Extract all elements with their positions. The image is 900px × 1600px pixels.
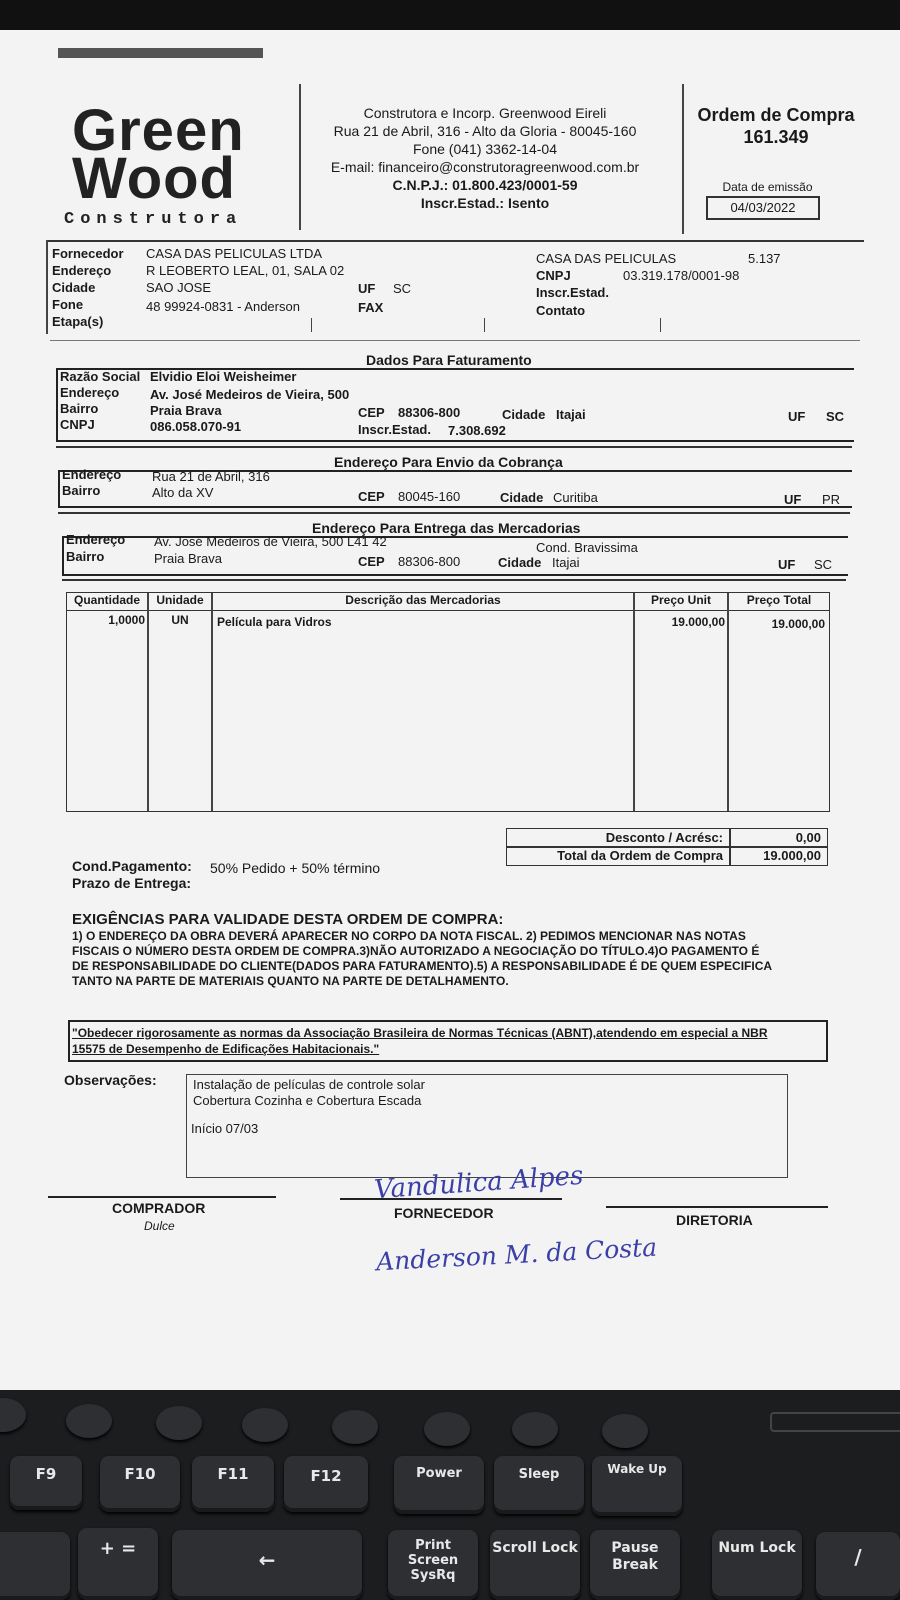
observations-box [186,1074,788,1178]
delivery-cep: 88306-800 [398,554,461,569]
logo-bar [58,48,263,58]
billing-address: Av. José Medeiros de Vieira, 500 [150,387,350,402]
col-header-qty: Quantidade [67,593,147,611]
supplier-label-etapa: Etapa(s) [52,314,104,329]
billing-label-uf: UF [788,409,806,424]
billing-bairro: Praia Brava [150,403,222,418]
billing-uf: SC [826,409,845,424]
item-unit: UN [171,613,189,627]
buyer-label: COMPRADOR [112,1200,206,1216]
total-value: 19.000,00 [763,848,821,863]
keyboard [0,1390,900,1600]
collection-label-cep: CEP [358,489,385,504]
billing-cnpj: 086.058.070-91 [150,419,242,434]
billing-label-cnpj: CNPJ [60,417,95,432]
company-email: E-mail: financeiro@construtoragreenwood.com.br [330,159,640,175]
billing-label-cidade: Cidade [502,407,546,422]
media-key [332,1410,378,1444]
billing-razao: Elvidio Eloi Weisheimer [150,369,297,384]
supplier-label-fax: FAX [358,300,384,315]
key-print-screen[interactable]: Print Screen SysRq [388,1530,478,1600]
items-table [66,592,830,812]
supplier-label-uf: UF [358,281,376,296]
media-key [602,1414,648,1448]
observation-line: Cobertura Cozinha e Cobertura Escada [193,1093,422,1108]
key-power[interactable]: Power [394,1456,484,1514]
supplier-label-endereco: Endereço [52,263,112,278]
item-total: 19.000,00 [771,617,825,631]
abnt-line: "Obedecer rigorosamente as normas da Associação Brasileira de Normas Técnicas (ABNT),atendendo em especial a NBR [72,1026,768,1040]
supplier-name: CASA DAS PELICULAS LTDA [146,246,323,261]
collection-city: Curitiba [553,490,598,505]
delivery-label-cidade: Cidade [498,555,542,570]
delivery-bairro: Praia Brava [154,551,222,566]
company-phone: Fone (041) 3362-14-04 [413,141,557,157]
discount-value: 0,00 [795,830,821,845]
company-cnpj: C.N.P.J.: 01.800.423/0001-59 [392,177,578,193]
media-key [242,1408,288,1442]
supplier-address: R LEOBERTO LEAL, 01, SALA 02 [146,263,345,278]
etapa-tick-3 [660,318,661,332]
collection-address: Rua 21 de Abril, 316 [152,469,270,484]
billing-bottom-line [56,446,852,448]
logo-subtitle: Construtora [64,210,243,229]
media-key [0,1398,26,1432]
delivery-term-label: Prazo de Entrega: [72,875,192,891]
payment-terms: 50% Pedido + 50% término [210,860,381,876]
key-scroll-lock[interactable]: Scroll Lock [490,1530,580,1600]
media-key [66,1404,112,1438]
buyer-name: Dulce [144,1219,175,1233]
order-number: 161.349 [743,127,809,147]
supplier-label-ie: Inscr.Estad. [536,285,609,300]
board-signature-line [606,1206,828,1208]
billing-title: Dados Para Faturamento [366,352,532,368]
delivery-city: Itajai [552,555,580,570]
key-tilde[interactable] [0,1532,70,1600]
collection-label-cidade: Cidade [500,490,544,505]
delivery-complement: Cond. Bravissima [536,540,638,555]
supplier-label-fone: Fone [52,297,84,312]
collection-bairro: Alto da XV [152,485,214,500]
requirements-line: 1) O ENDEREÇO DA OBRA DEVERÁ APARECER NO CORPO DA NOTA FISCAL. 2) PEDIMOS MENCIONAR NAS NOTAS [72,929,746,943]
col-header-unit: Unidade [149,593,211,611]
supplier-printed-signature: Anderson M. da Costa [375,1232,658,1277]
supplier-label-contato: Contato [536,303,586,318]
key-f9[interactable]: F9 [10,1456,82,1510]
billing-label-cep: CEP [358,405,385,420]
supplier-uf: SC [393,281,412,296]
key-wake-up[interactable]: Wake Up [592,1456,682,1516]
issue-date: 04/03/2022 [706,196,820,220]
collection-uf: PR [822,492,841,507]
billing-cep: 88306-800 [398,405,461,420]
collection-label-uf: UF [784,492,802,507]
board-label: DIRETORIA [676,1212,753,1228]
observations-label: Observações: [64,1072,157,1088]
total-label: Total da Ordem de Compra [557,848,723,863]
key-f12[interactable]: F12 [284,1456,368,1512]
delivery-label-uf: UF [778,557,796,572]
buyer-signature-line [48,1196,276,1198]
supplier-left-line [46,240,48,334]
requirements-line: FISCAIS O NÚMERO DESTA ORDEM DE COMPRA.3)NÃO AUTORIZADO A NEGOCIAÇÃO DO TÍTULO.4)O PAGAMENTO É [72,944,760,958]
billing-ie: 7.308.692 [448,423,506,438]
collection-bottom-line [58,512,850,514]
delivery-uf: SC [814,557,833,572]
observation-line: Início 07/03 [191,1121,259,1136]
key-slash[interactable]: / [816,1532,900,1600]
etapa-tick-1 [311,318,312,332]
col-divider [211,593,213,811]
item-price: 19.000,00 [671,615,725,629]
supplier-city: SAO JOSE [146,280,212,295]
issue-date-label: Data de emissão [722,180,813,194]
col-header-total: Preço Total [729,593,829,611]
supplier-signature: Vandulica Alpes [373,1160,585,1206]
supplier-label-fornecedor: Fornecedor [52,246,124,261]
billing-city: Itajai [556,407,586,422]
delivery-label-endereco: Endereço [66,532,126,547]
key-sleep[interactable]: Sleep [494,1456,584,1514]
media-key [156,1406,202,1440]
billing-label-razao: Razão Social [60,369,141,384]
delivery-title: Endereço Para Entrega das Mercadorias [312,520,581,536]
billing-label-bairro: Bairro [60,401,99,416]
etapa-tick-2 [484,318,485,332]
key-pause-break[interactable]: Pause Break [590,1530,680,1600]
company-address: Rua 21 de Abril, 316 - Alto da Gloria - 80045-160 [333,123,637,139]
totals-box [506,828,828,866]
requirements [72,910,832,989]
company-info [300,104,670,212]
totals-col-divider [729,829,731,865]
supplier-label-cidade: Cidade [52,280,96,295]
key-f10[interactable]: F10 [100,1456,180,1512]
key-backspace[interactable]: ← [172,1530,362,1600]
company-name: Construtora e Incorp. Greenwood Eireli [363,105,607,121]
abnt-line: 15575 de Desempenho de Edificações Habitacionais." [72,1042,380,1056]
company-ie: Inscr.Estad.: Isento [420,195,550,211]
item-desc: Película para Vidros [217,615,332,629]
header-divider-right [682,84,684,234]
payment-label: Cond.Pagamento: [72,858,192,874]
collection-title: Endereço Para Envio da Cobrança [334,454,563,470]
discount-label: Desconto / Acrésc: [605,830,723,845]
logo-word-green: Green [72,98,245,163]
billing-label-endereco: Endereço [60,385,120,400]
billing-label-ie: Inscr.Estad. [358,422,431,437]
supplier-phone: 48 99924-0831 - Anderson [146,299,300,314]
key-plus-equals[interactable]: + = [78,1528,158,1600]
order-header [686,104,866,148]
order-title: Ordem de Compra [697,105,855,125]
delivery-label-cep: CEP [358,554,385,569]
observation-line: Instalação de películas de controle solar [193,1077,425,1092]
requirements-title: EXIGÊNCIAS PARA VALIDADE DESTA ORDEM DE COMPRA: [72,911,504,928]
delivery-address: Av. José Medeiros de Vieira, 500 L41 42 [154,534,387,549]
collection-cep: 80045-160 [398,489,461,504]
requirements-line: DE RESPONSABILIDADE DO CLIENTE(DADOS PARA FATURAMENTO).5) A RESPONSABILIDADE É DE QUEM ESPECIFICA [72,959,773,973]
indicator-panel [770,1412,900,1432]
media-key [512,1412,558,1446]
supplier-label-cnpj: CNPJ [536,268,571,283]
supplier-code: 5.137 [748,251,781,266]
delivery-label-bairro: Bairro [66,549,105,564]
col-header-price: Preço Unit [635,593,727,611]
key-num-lock[interactable]: Num Lock [712,1530,802,1600]
delivery-bottom-line [62,579,846,581]
supplier-cnpj: 03.319.178/0001-98 [623,268,740,283]
collection-label-bairro: Bairro [62,483,101,498]
requirements-line: TANTO NA PARTE DE MATERIAIS QUANTO NA PARTE DE DETALHAMENTO. [72,974,509,988]
item-qty: 1,0000 [108,613,145,627]
supplier-bottom-line [50,340,860,341]
logo-word-wood: Wood [72,146,236,211]
abnt-notice [68,1020,828,1062]
media-key [424,1412,470,1446]
key-f11[interactable]: F11 [192,1456,274,1512]
supplier-trade-name: CASA DAS PELICULAS [536,251,677,266]
supplier-sign-label: FORNECEDOR [394,1205,494,1221]
company-logo [58,48,288,228]
col-header-desc: Descrição das Mercadorias [213,593,633,611]
supplier-top-line [46,240,864,242]
collection-label-endereco: Endereço [62,467,122,482]
